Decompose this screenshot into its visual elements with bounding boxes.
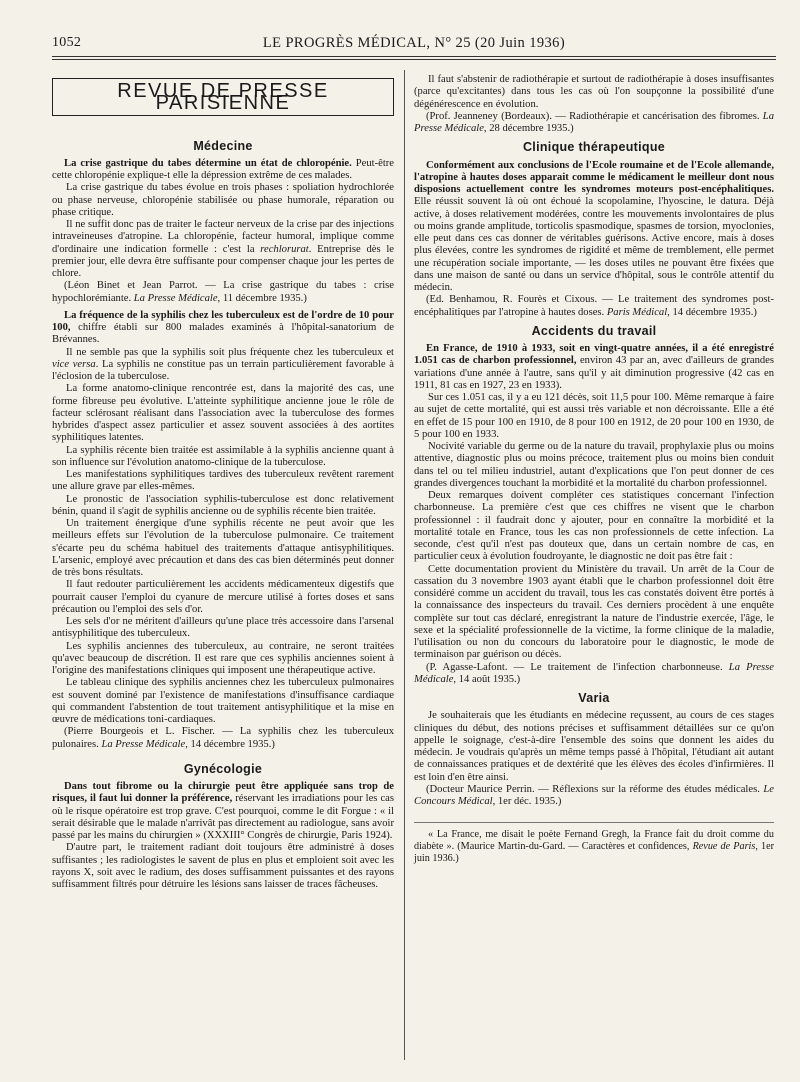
citation-text: (Pierre Bourgeois et L. Fischer. — La syphilis chez les tuberculeux pulonaires. [52,726,394,750]
quote-body: « La France, me disait le poète Fernand Gregh, la France fait du droit comme du diabète ». (Maurice Martin-du-Gard. — Caractères et confidences, [414,829,774,853]
section-title-gynecologie: Gynécologie [183,761,263,776]
paragraph-text: Il ne suffit donc pas de traiter le facteur nerveux de la crise par des injections intraveineuses d'atropine. La chloropénie, facteur humoral, implique comme d'ordinaire une indication formelle : c'est la [52,219,394,255]
citation [52,280,394,305]
citation-text: (Léon Binet et Jean Parrot. — La crise gastrique du tabes : crise hypochlorémiante. [52,280,394,304]
paragraph: Il faut s'abstenir de radiothérapie et surtout de radiothérapie à doses insuffisantes (parce qu'excitantes) dans tous les cas où l'on soupçonne la possibilité d'une dégénérescence en évolution. [414,74,774,110]
paragraph: Je souhaiterais que les étudiants en médecine reçussent, au cours de ces stages cliniques du début, des notions précises et suffisamment détaillées sur ce qu'on appelle le soignage, c'est-à-dire l'ensemble des soins que donnent les aides du médecin. Je voudrais qu'après un même temps passé à l'hôpital, l'étudiant ait autant de connaissances pratiques et de dextérité que les élèves des écoles d'infirmières. Il est loin d'en être ainsi. [414,710,774,783]
citation-date: , 14 décembre 1935.) [667,306,757,318]
section-title-varia: Varia [578,691,610,705]
citation-text: (Docteur Maurice Perrin. — Réflexions sur la réforme des études médicales. [426,783,764,795]
paragraph [52,219,394,280]
column-divider [404,70,405,1060]
citation-journal: La Presse Médicale [101,738,186,750]
paragraph: Il faut redouter particulièrement les accidents médicamenteux digestifs que pourrait causer l'emploi du cyanure de mercure utilisé à fortes doses et sans précaution ou l'emploi des sels d'or. [52,579,394,615]
section-title-medecine: Médecine [193,138,253,153]
citation [414,662,774,687]
paragraph: Le pronostic de l'association syphilis-tuberculose est donc relativement bénin, quand il s'agit de syphilis ancienne ou de syphilis récente bien traitée. [52,493,394,517]
right-column [414,74,774,865]
section-title-clinique: Clinique thérapeutique [522,140,666,155]
citation [414,294,774,319]
paragraph-text: Peut-être cette chloropénie explique-t elle la dépression extrême de ces malades. [52,157,394,181]
paragraph-text: . La syphilis ne constitue pas un terrain particulièrement favorable à l'éclosion de la tuberculose. [52,358,394,382]
emphasis: rechlorurat [260,243,309,255]
lead-sentence: Conformément aux conclusions de l'Ecole roumaine et de l'Ecole allemande, l'atropine à hautes doses apparait comme le médicament le meilleur dont nous disposions actuellement contre les syndromes moteurs post-encéphalitiques. [414,159,774,195]
paragraph: Nocivité variable du germe ou de la nature du travail, prophylaxie plus ou moins attentive, diagnostic plus ou moins précoce, traitement plus ou moins bien conduit dans tel ou tel milieu industriel, autant d'explications que l'on peut donner de ces grandes divergences touchant la morbidité et la mortalité du charbon professionnel. [414,441,774,489]
citation-text: (P. Agasse-Lafont. — Le traitement de l'infection charbonneuse. [426,661,729,673]
paragraph-text: . Entreprise dès le premier jour, elle devra être suffisante pour compenser chaque jour les pertes de chlore. [52,243,394,279]
citation-text: (Ed. Benhamou, R. Fourès et Cixous. — Le traitement des syndromes post-encéphalitiques par l'atropine à hautes doses. [414,294,774,318]
citation-journal: La Presse Médicale [133,292,218,304]
header-rule [52,56,776,57]
citation [52,726,394,751]
paragraph: D'autre part, le traitement radiant doit toujours être administré à doses suffisantes ; les radiologistes le savent de plus en plus et emploient soit avec les rayons X, soit avec le radium, des doses suffisamment puissantes et des rayons suffisamment filtrés pour détruire les lésions sans laisser de traces fâcheuses. [52,842,394,890]
page-number: 1052 [52,35,82,50]
paragraph-text: Il ne semble pas que la syphilis soit plus fréquente chez les tuberculeux et [66,346,394,358]
lead-sentence: La crise gastrique du tabes détermine un état de chloropénie. [64,157,352,169]
citation [414,111,774,136]
paragraph: La syphilis récente bien traitée est assimilable à la syphilis ancienne quant à son influence sur l'évolution anatomo-clinique de la tuberculose. [52,444,394,468]
lead-sentence: Dans tout fibrome ou la chirurgie peut être appliquée sans trop de risques, il faut lui donner la préférence, [52,781,394,805]
paragraph [52,347,394,384]
left-column [52,74,394,891]
paragraph-text: Elle réussit souvent là où ont échoué la scopolamine, l'hyoscine, le datura. Déjà active, à doses relativement modérées, contre les mouvements involontaires de plus ou moins grande amplitude, torticolis spasmodique, spasmes de torsion, myoclonies, elle peut dans ces cas donner de véritables guérisons. Active encore, mais à doses plus élevées, contre les syndromes de rigidité et même de tremblement, elle permet une récupération sociale importante, — les doses utiles ne pouvant être fixées que dans une maison de santé ou dans un service d'hôpital, sous le contrôle attentif du médecin. [414,196,774,293]
quote-date: , 1er juin 1936.) [414,841,775,865]
journal-title: LE PROGRÈS MÉDICAL, N° 25 (20 Juin 1936) [262,34,566,51]
emphasis: vice versa [52,358,96,370]
paragraph: Un traitement énergique d'une syphilis récente ne peut avoir que les meilleurs effets sur l'évolution de la tuberculose pulmonaire. Ce traitement s'écarte peu du schéma habituel des traitements d'attaque antisyphilitiques. L'arsenic, employé avec précaution et dans des cas bien déterminés peut donner de très bons résultats. [52,518,394,578]
article-atropine-lead [414,160,774,295]
citation-date: , 11 décembre 1935.) [217,292,307,304]
article-tabes-lead [52,158,394,183]
citation-journal: Le Concours Médical [414,783,774,807]
citation-journal: La Presse Médicale [414,661,775,685]
paragraph: Les manifestations syphilitiques tardives des tuberculeux revêtent rarement une allure grave par elles-mêmes. [52,469,394,493]
paragraph: Sur ces 1.051 cas, il y a eu 121 décès, soit 11,5 pour 100. Même remarque à faire au sujet de cette mortalité, qui est aussi très variable et non décroissante. Elle a été en effet de 15 pour 100 en 1910, de 8 pour 100 en 1912, de 20 pour 100 en 1930, de 5 pour 100 en 1933. [414,392,774,440]
citation [414,784,774,809]
citation-text: (Prof. Jeanneney (Bordeaux). — Radiothérapie et cancérisation des fibromes. [426,110,763,122]
lead-sentence: La fréquence de la syphilis chez les tuberculeux est de l'ordre de 10 pour 100, [52,309,394,333]
paragraph: La crise gastrique du tabes évolue en trois phases : spoliation hydrochlorée ou phase nerveuse, chloropénie stabilisée ou phase humorale, réparation ou phase critique. [52,182,394,218]
paragraph-text: chiffre établi sur 800 malades examinés à l'hôpital-sanatorium de Brévannes. [52,322,394,346]
citation-date: , 28 décembre 1935.) [483,123,574,134]
paragraph: Les sels d'or ne méritent d'ailleurs qu'une place très accessoire dans l'arsenal antisyphilitique des tuberculeux. [52,616,394,640]
quote-text [414,829,774,865]
citation-date: , 1er déc. 1935.) [492,796,562,807]
paragraph: Les syphilis anciennes des tuberculeux, au contraire, ne seront traitées qu'avec beaucoup de discrétion. Il est rare que ces syphilis anciennes soient à l'origine des manifestations cliniques qui imposent une thérapeutique active. [52,640,394,676]
paragraph: Cette documentation provient du Ministère du travail. Un arrêt de la Cour de cassation du 3 novembre 1903 ayant établi que le charbon professionnel doit être considéré comme un accident du travail, tous les cas constatés doivent être portés à la connaissance des inspecteurs du travail. Ces derniers procèdent à une enquête complète sur tout cas déclaré, enregistrant la nature de l'industrie exercée, l'âge, le sexe et la spécialité professionnelle de la victime, la forme clinique de la maladie, l'utilisation ou non du concours du laboratoire pour le diagnostic, le mode de terminaison par guérison ou décès. [414,563,774,661]
quote-source: Revue de Paris [692,841,756,853]
header-rule-double [52,59,776,60]
citation-journal: Paris Médical [606,306,668,318]
citation-journal: La Presse Médicale [414,110,774,134]
article-fibrome-lead [52,781,394,842]
citation-date: , 14 août 1935.) [453,673,521,685]
revue-title: REVUE DE PRESSE PARISIENNE [52,78,394,116]
running-header [52,34,776,52]
paragraph: Deux remarques doivent compléter ces statistiques concernant l'infection charbonneuse. La première c'est que ces chiffres ne visent que le charbon professionnel : il faudrait donc y ajouter, pour en connaître la morbidité et la mortalité totale en France, tous les cas non professionnels de cette infection. La seconde, c'est qu'il n'est pas douteux que, dans un certain nombre de cas, en particulier ceux à évolution foudroyante, le diagnostic ne doit pas être fait : [414,490,774,563]
article-charbon-lead [414,343,774,392]
article-syphilis-lead [52,310,394,347]
lead-sentence: En France, de 1910 à 1933, soit en vingt-quatre années, il a été enregistré 1.051 cas de charbon professionnel, [414,343,774,367]
paragraph: La forme anatomo-clinique rencontrée est, dans la majorité des cas, une forme fibreuse peu évolutive. L'atteinte syphilitique ancienne joue le rôle de facteur sclérosant réalisant dans l'association avec la tuberculose des formes hybrides d'aspect assez particulier et assez souvent associées à des aortites syphilitiques latentes. [52,383,394,444]
footer-quote [414,822,774,865]
paragraph: Le tableau clinique des syphilis anciennes chez les tuberculeux pulmonaires est souvent dominé par l'existence de manifestations d'insuffisance cardiaque qui commandent l'abstention de tout traitement antisyphilitique et la mise en œuvre de médications toni-cardiaques. [52,677,394,725]
paragraph-text: environ 43 par an, avec d'ailleurs de grandes variations d'une année à l'autre, sans qu'il y ait diminution progressive (42 cas en 1911, 81 cas en 1927, 23 en 1933). [414,355,774,391]
paragraph-text: réservant les irradiations pour les cas où le risque opératoire est trop grave. C'est pourquoi, comme le dit Forgue : « il serait désirable que le malade n'arrivât pas directement au radiologue, sans avoir passé par les mains du chirurgien » (XXXIII° Congrès de chirurgie, Paris 1924). [52,793,394,841]
citation-date: , 14 décembre 1935.) [185,738,275,750]
section-title-accidents: Accidents du travail [531,323,657,338]
